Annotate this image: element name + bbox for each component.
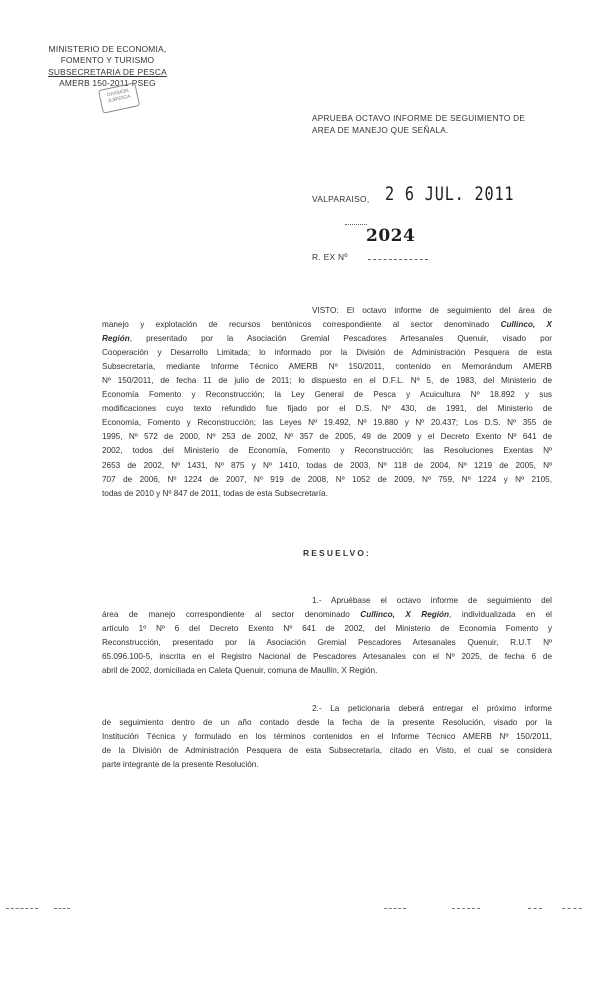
text-line: VISTO: El octavo informe de seguimiento del área de: [312, 306, 552, 315]
text-line: manejo y explotación de recursos bentónicos correspondiente al sector denominado Cullinco, X: [102, 320, 552, 330]
text-line: Nº 150/2011, de fecha 11 de julio de 2011; lo dispuesto en el D.F.L. Nº 5, de 1983, del Ministerio de: [102, 376, 552, 386]
text-line: Institución Técnica y formulado en los términos contenidos en el Informe Técnico AMERB Nº 150/2011,: [102, 732, 552, 742]
text-line: abril de 2002, domiciliada en Caleta Quenuir, comuna de Maullín, X Región.: [102, 666, 378, 676]
scan-artifact-line: [6, 908, 38, 909]
ministry-letterhead: [40, 44, 175, 90]
text-line: de seguimiento dentro de un año contado desde la fecha de la presente Resolución, visado por la: [102, 718, 552, 728]
text-line: 1.- Apruébase el octavo informe de seguimiento del: [312, 596, 552, 605]
subject-line: APRUEBA OCTAVO INFORME DE SEGUIMIENTO DE: [312, 114, 526, 123]
text-line: 707 de 2006, Nº 1224 de 2007, Nº 919 de 2008, Nº 1052 de 2009, Nº 759, Nº 1224 y Nº 2105,: [102, 474, 552, 484]
scan-artifact-line: [528, 908, 542, 909]
scan-artifact-line: [384, 908, 406, 909]
issue-place: VALPARAISO,: [312, 194, 370, 204]
text-line: Cooperación y Desarrollo Limitada; lo informado por la División de Administración Pesquera de esta: [102, 348, 552, 358]
undersecretariat-name: SUBSECRETARIA DE PESCA: [48, 66, 167, 77]
resolution-article-2: [102, 702, 552, 772]
text-line: 1995, Nº 572 de 2000, Nº 253 de 2002, Nº 357 de 2005, 49 de 2009 y el Decreto Exento Nº 641 de: [102, 432, 552, 442]
text-line: artículo 1º Nº 6 del Decreto Exento Nº 641 de 2002, del Ministerio de Economía Fomento y: [102, 624, 552, 634]
region-name: Región: [102, 334, 130, 344]
text-line: modificaciones cuyo texto refundido fue fijado por el D.S. Nº 430, de 1991, del Ministerio de: [102, 404, 552, 414]
text-line: parte integrante de la presente Resolución.: [102, 760, 259, 770]
text-line: 65.096.100-5, inscrita en el Registro Nacional de Pescadores Artesanales con el Nº 2025, de fecha 6 de: [102, 652, 552, 662]
ministry-name: MINISTERIO DE ECONOMIA,: [48, 44, 167, 54]
text-line: Economía Fomento y Reconstrucción; la Ley General de Pesca y Acuicultura Nº 18.892 y sus: [102, 390, 552, 400]
resolution-article-1: [102, 594, 552, 678]
text-line: Economía, Fomento y Reconstrucción; las Leyes Nº 19.492, Nº 19.880 y Nº 20.437; Los D.S. Nº 355 de: [102, 418, 552, 428]
scan-artifact-line: [452, 908, 480, 909]
ministry-name-cont: FOMENTO Y TURISMO: [60, 55, 155, 66]
text-line: Reconstrucción, presentado por la Asociación Gremial Pescadores Artesanales Quenuir, R.U.T Nº: [102, 638, 552, 648]
resolution-number: 2024: [366, 226, 416, 246]
sector-name: Cullinco, X Región: [360, 610, 450, 620]
number-dots: [345, 224, 367, 225]
exempt-resolution-line: [368, 259, 428, 260]
visto-paragraph: [102, 304, 552, 501]
exempt-resolution-label: R. EX Nº: [312, 252, 348, 262]
resuelvo-heading: RESUELVO:: [303, 548, 372, 558]
legal-division-stamp: DIVISION JURIDICA: [98, 82, 140, 113]
issue-date-stamp: 2 6 JUL. 2011: [385, 183, 515, 205]
text-line: 2.- La peticionaria deberá entregar el próximo informe: [312, 704, 552, 713]
sector-name: Cullinco, X: [500, 320, 552, 330]
text-line: de la División de Administración Pesquera de esta Subsecretaría, citado en Visto, el cual se considera: [102, 746, 552, 756]
text-line: 2002, todos del Ministerio de Economía, Fomento y Reconstrucción; las Resoluciones Exentas Nº: [102, 446, 552, 456]
subject-line: AREA DE MANEJO QUE SEÑALA.: [312, 126, 449, 136]
text-line: 2653 de 2002, Nº 1431, Nº 875 y Nº 1410, todas de 2003, Nº 118 de 2004, Nº 1219 de 2005, Nº: [102, 460, 552, 470]
scan-artifact-line: [562, 908, 582, 909]
file-reference: AMERB 150-2011-PSEG: [59, 78, 156, 89]
scan-artifact-line: [54, 908, 70, 909]
text-line: área de manejo correspondiente al sector denominado Cullinco, X Región, individualizada en el: [102, 610, 552, 620]
text-line: Región, presentado por la Asociación Gremial Pescadores Artesanales Quenuir, visado por: [102, 334, 552, 344]
resolution-subject: [312, 113, 552, 138]
text-line: todas de 2010 y Nº 847 de 2011, todas de esta Subsecretaría.: [102, 488, 328, 498]
text-line: Subsecretaría, mediante Informe Técnico AMERB Nº 150/2011, contenido en Memorándum AMERB: [102, 362, 552, 372]
